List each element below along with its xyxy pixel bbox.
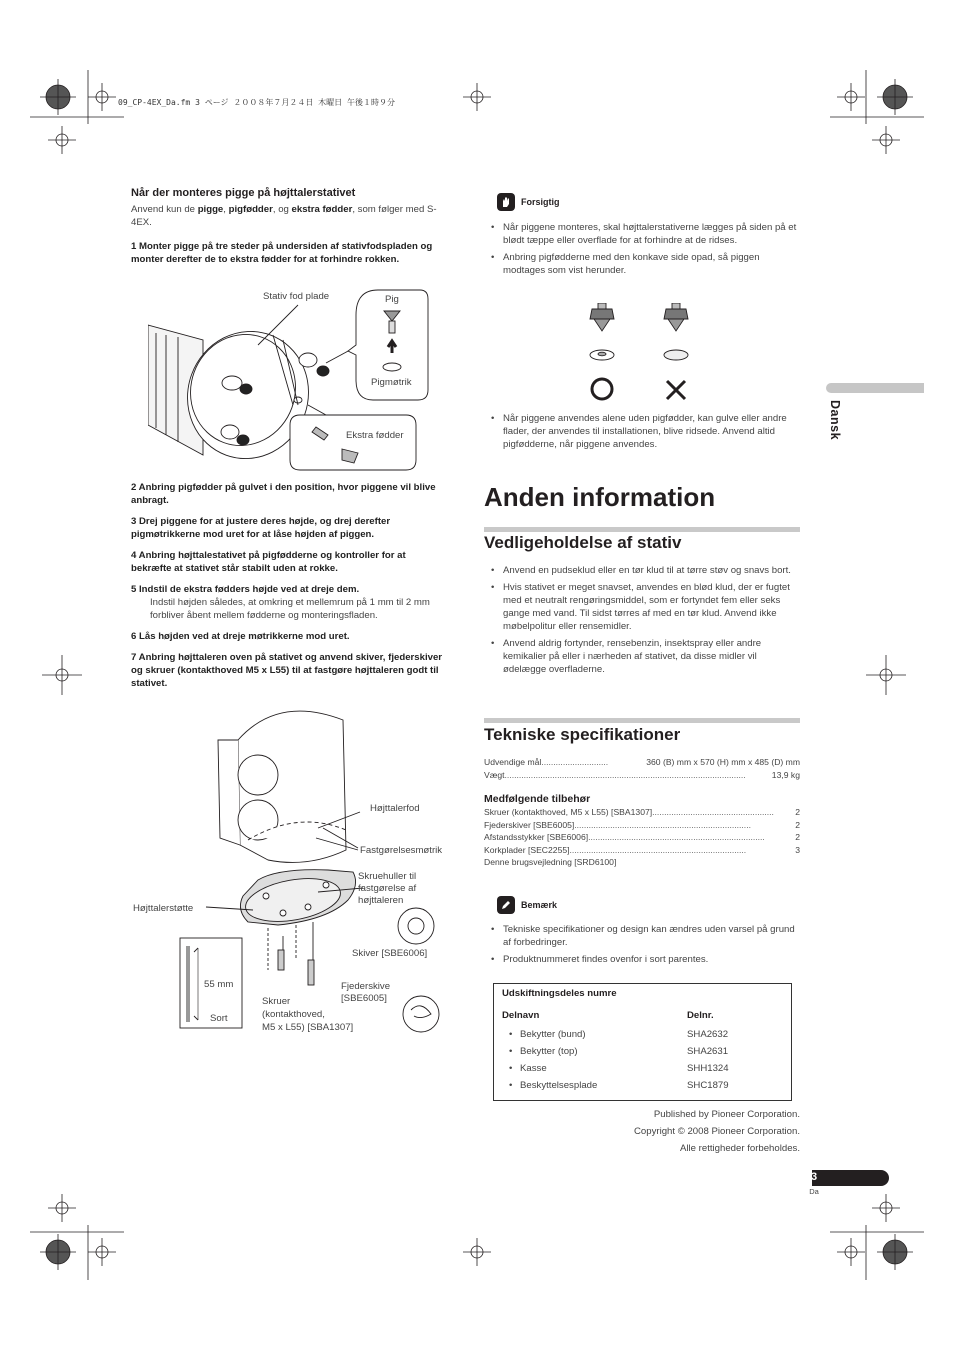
parts-col-name: Delnavn (502, 1010, 540, 1021)
intro-text (131, 203, 447, 229)
spec-row: Udvendige mål ............................ 360 (B) mm x 570 (H) mm x 485 (D) mm (484, 757, 800, 767)
speaker-mount-figure (128, 700, 458, 1040)
care-item: • Anvend aldrig fortynder, rensebenzin, insektspray eller andre kemikalier på eller i nærheden af stativet, da disse midler vil ødelægge overfladerne. (484, 637, 800, 676)
heading-bar (484, 527, 800, 532)
label-ekstra-fodder: Ekstra fødder (346, 430, 404, 441)
page-number-pill (812, 1170, 889, 1186)
accessory-row: Korkplader [SEC2255] .......................................................................... 3 (484, 844, 800, 855)
part-number: SHC1879 (687, 1080, 729, 1091)
label-sort: Sort (210, 1013, 228, 1024)
steps-2-7 (131, 481, 447, 690)
part-number: SHA2632 (687, 1029, 729, 1040)
step-5: 5 Indstil de ekstra fødders højde ved at dreje dem. (131, 584, 360, 595)
spec-label: Vægt (484, 769, 505, 780)
step-7: 7 Anbring højttaleren oven på stativet og anvend skiver, fjederskiver og skruer (kontakthoved M5 x L55) til at fastgøre højttaleren godt til stativet. (131, 652, 443, 689)
accessories-title: Medfølgende tilbehør (484, 793, 591, 805)
label-skruer-1: Skruer (262, 996, 291, 1007)
note-label: Bemærk (521, 900, 558, 910)
parts-title: Udskiftningsdeles numre (502, 988, 617, 999)
note-list (484, 923, 800, 970)
label-hojttalerfod: Højttalerfod (370, 803, 420, 814)
section-title-spikes: Når der monteres pigge på højttalerstativet (131, 187, 356, 199)
intro-d: pigfødder (228, 204, 273, 215)
intro-a: Anvend kun de (131, 204, 198, 215)
section-heading-specs: Tekniske specifikationer (484, 725, 681, 744)
care-item: • Hvis stativet er meget snavset, anvendes en blød klud, der er fugtet med et neutralt rengøringsmiddel, som er fortyndet fem eller seks gange med vand. Til sidst tørres af med en tør klud. Anvend ikke møbelpolitur eller rensemidler. (484, 581, 800, 633)
accessory-row: Skruer (kontakthoved, M5 x L55) [SBA1307] ................................................... 2 (484, 807, 800, 817)
label-skiver: Skiver [SBE6006] (352, 948, 428, 959)
page-number: 3 (810, 1171, 818, 1183)
caution-item: • Anbring pigfødderne med den konkave side opad, så piggen modtages som vist herunder. (484, 251, 800, 277)
caution-list (484, 221, 800, 281)
accessory-label: Korkplader [SEC2255] (484, 844, 570, 855)
part-name: Bekytter (bund) (520, 1029, 586, 1040)
heading-bar (484, 718, 800, 723)
part-name: Kasse (520, 1063, 547, 1074)
intro-e: , og (272, 204, 292, 215)
publisher-info (560, 1106, 800, 1157)
label-skruehuller-2: fastgørelse af (358, 883, 417, 894)
section-heading-care: Vedligeholdelse af stativ (484, 533, 682, 552)
spec-label: Udvendige mål (484, 757, 542, 767)
accessory-row (484, 856, 800, 869)
copyright-line: Copyright © 2008 Pioneer Corporation. (634, 1126, 800, 1137)
label-fastgorelse: Fastgørelsesmøtrik (360, 845, 443, 856)
label-skruer-2: (kontakthoved, (262, 1009, 325, 1020)
accessory-qty: 2 (795, 819, 800, 830)
label-stativ: Stativ fod plade (263, 291, 330, 302)
accessory-label: Fjederskiver [SBE6005] (484, 819, 575, 830)
step-1: 1 Monter pigge på tre steder på undersiden af stativfodspladen og monter derefter de to ekstra fødder for at forhindre rokken. (131, 241, 433, 265)
rights-line: Alle rettigheder forbeholdes. (680, 1143, 800, 1154)
accessory-qty: 2 (795, 832, 800, 842)
label-fjeder-1: Fjederskive (341, 981, 391, 992)
accessory-qty: 3 (795, 844, 800, 855)
parts-row: • Bekytter (bund) SHA2632 (494, 1026, 791, 1043)
care-item: • Anvend en pudseklud eller en tør klud til at tørre støv og snavs bort. (484, 564, 800, 577)
label-fjeder-2: [SBE6005] (341, 993, 387, 1004)
intro-f: ekstra fødder (291, 204, 353, 215)
label-stotte: Højttalerstøtte (133, 903, 194, 914)
parts-col-no: Delnr. (687, 1010, 714, 1021)
parts-rows (494, 1026, 791, 1094)
label-skruer-3: M5 x L55) [SBA1307] (262, 1022, 354, 1033)
part-name: Bekytter (top) (520, 1046, 578, 1057)
publisher-line: Published by Pioneer Corporation. (653, 1109, 800, 1120)
spec-value: 360 (B) mm x 570 (H) mm x 485 (D) mm (646, 757, 800, 767)
intro-g: , som følger med S-4EX. (131, 204, 437, 228)
page-heading: Anden information (484, 482, 716, 512)
spike-mount-figure (148, 285, 438, 475)
language-tab-label: Dansk (828, 400, 842, 441)
spec-value: 13,9 kg (771, 769, 800, 780)
note-item: • Tekniske specifikationer og design kan ændres uden varsel på grund af forbedringer. (484, 923, 800, 949)
care-list (484, 564, 800, 680)
part-name: Beskyttelsesplade (520, 1080, 598, 1091)
spec-row: Vægt ..................................................................................................... 13,9 kg (484, 769, 800, 780)
note-item: • Produktnummeret findes ovenfor i sort parentes. (484, 953, 800, 966)
step-6: 6 Lås højden ved at dreje møtrikkerne mod uret. (131, 631, 350, 642)
note-pencil-icon (497, 896, 515, 914)
spec-list (484, 756, 800, 869)
caution-hand-icon (497, 193, 515, 211)
step-2: 2 Anbring pigfødder på gulvet i den position, hvor piggene vil blive anbragt. (131, 482, 436, 506)
caution-heading (497, 193, 560, 211)
accessory-qty: 2 (795, 807, 800, 817)
caution-label: Forsigtig (521, 197, 560, 207)
spike-foot-orientation-figure (586, 303, 696, 403)
step-4: 4 Anbring højttalestativet på pigfødderne og kontroller for at bekræfte at stativet står stabilt uden at rokke. (131, 550, 406, 574)
parts-row: • Bekytter (top) SHA2631 (494, 1043, 791, 1060)
caution-item: • Når piggene anvendes alene uden pigfødder, kan gulve eller andre flader, der anvendes til installationen, blive ridsede. Anvend altid pigfødderne, når piggene anvendes. (484, 412, 800, 451)
caution-list-2 (484, 412, 800, 455)
note-heading (497, 896, 557, 914)
label-skruehuller-1: Skruehuller til (358, 871, 417, 882)
intro-c: , (223, 204, 229, 215)
parts-row: • Beskyttelsesplade SHC1879 (494, 1077, 791, 1094)
left-column (131, 187, 447, 266)
intro-b: pigge (197, 204, 224, 215)
header-stamp: 09_CP-4EX_Da.fm 3 ページ ２００８年７月２４日 木曜日 午後１時９分 (118, 98, 395, 107)
label-skruehuller-3: højttaleren (358, 895, 404, 906)
step-5-note: Indstil højden således, at omkring et mellemrum på 1 mm til 2 mm forbliver åbent mellem fødderne og monteringsfladen. (150, 597, 430, 621)
accessory-label: Afstandsstykker [SBE6006] (484, 832, 589, 842)
parts-row: • Kasse SHH1324 (494, 1060, 791, 1077)
label-pigmotrik: Pigmøtrik (371, 377, 412, 388)
accessory-row: Afstandsstykker [SBE6006] .......................................................................... 2 (484, 832, 800, 842)
label-pig: Pig (385, 294, 399, 305)
part-number: SHA2631 (687, 1046, 729, 1057)
replacement-parts-box (493, 983, 792, 1101)
part-number: SHH1324 (687, 1063, 729, 1074)
language-tab-bar (826, 383, 924, 393)
caution-item: • Når piggene monteres, skal højttalerstativerne lægges på siden på et blødt tæppe eller overflade for at forhindre at de ridses. (484, 221, 800, 247)
step-3: 3 Drej piggene for at justere deres højde, og drej derefter pigmøtrikkerne mod uret for at låse højden af piggen. (131, 516, 391, 540)
label-55mm: 55 mm (204, 979, 234, 990)
accessory-row: Fjederskiver [SBE6005] .......................................................................... 2 (484, 819, 800, 830)
accessory-label: Skruer (kontakthoved, M5 x L55) [SBA1307] (484, 807, 653, 817)
page-language-code: Da (809, 1187, 819, 1196)
accessory-label: Denne brugsvejledning [SRD6100] (484, 857, 617, 867)
